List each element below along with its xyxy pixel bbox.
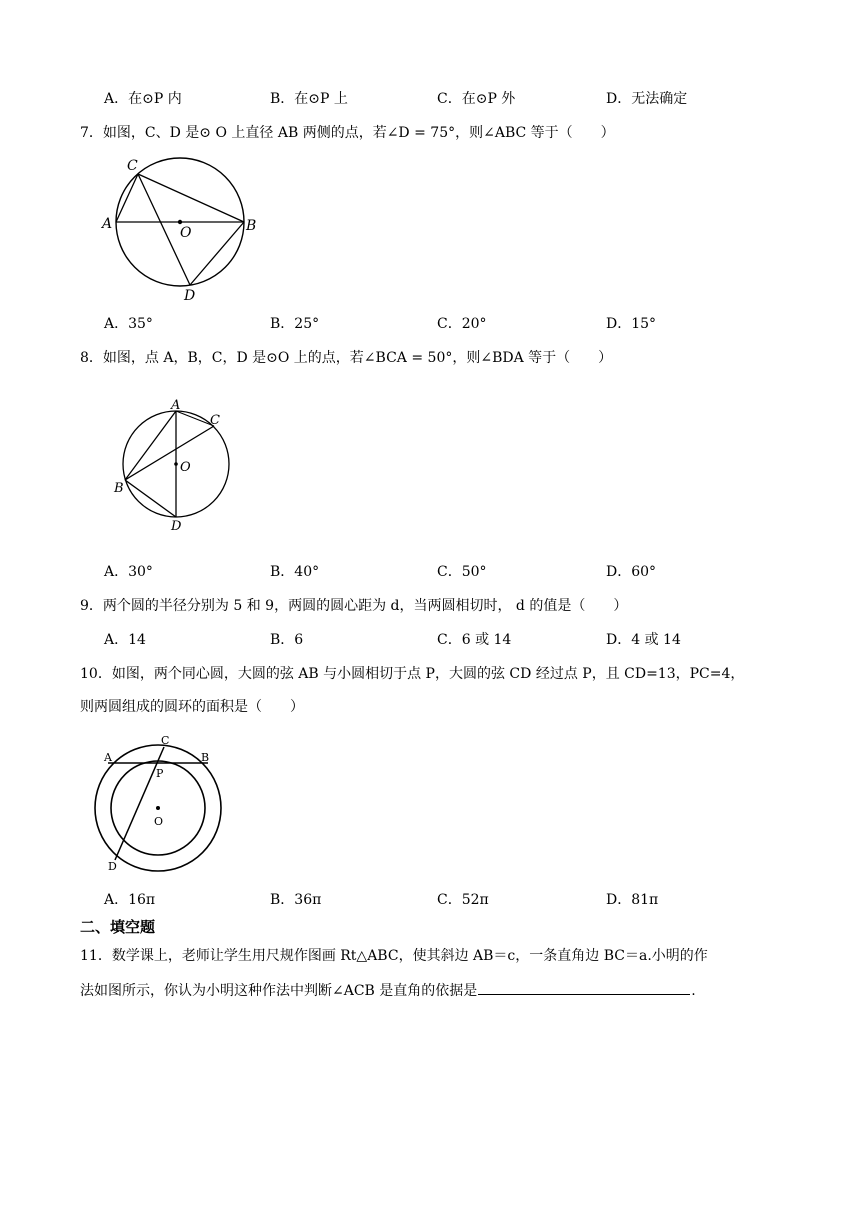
- q10-label-o: O: [154, 815, 164, 828]
- q6-option-b: B．在⊙P 上: [270, 91, 348, 107]
- q8-label-o: O: [180, 460, 191, 475]
- q8-label-a: A: [171, 398, 181, 413]
- q10-label-d: D: [108, 860, 117, 873]
- q6-option-c: C．在⊙P 外: [437, 91, 516, 107]
- q7-option-c: C．20°: [437, 316, 487, 332]
- q9-option-a: A．14: [104, 632, 146, 648]
- q8-label-b: B: [114, 481, 124, 496]
- q11-line2-end: .: [691, 983, 696, 999]
- q11-line2-text: 法如图所示，你认为小明这种作法中判断∠ACB 是直角的依据是: [80, 983, 478, 999]
- q7-label-b: B: [246, 218, 257, 234]
- q8-option-d: D．60°: [606, 564, 657, 580]
- section-title-fill-blank: 二、填空题: [80, 918, 156, 936]
- q7-option-a: A．35°: [104, 316, 153, 332]
- q10-stem-line1: 10．如图，两个同心圆，大圆的弦 AB 与小圆相切于点 P，大圆的弦 CD 经过点 P，且 CD=13，PC=4，: [80, 666, 745, 682]
- q10-option-c: C．52π: [437, 892, 489, 908]
- q10-figure: [92, 728, 232, 878]
- q7-label-a: A: [102, 216, 113, 232]
- q11-answer-blank[interactable]: [478, 980, 690, 995]
- q7-option-b: B．25°: [270, 316, 320, 332]
- q6-option-a: A．在⊙P 内: [104, 91, 182, 107]
- q8-option-c: C．50°: [437, 564, 487, 580]
- q7-label-d: D: [184, 288, 196, 304]
- q9-option-b: B．6: [270, 632, 304, 648]
- q8-figure: [108, 396, 248, 536]
- q9-stem: 9．两个圆的半径分别为 5 和 9，两圆的圆心距为 d，当两圆相切时， d 的值是（ ）: [80, 598, 628, 614]
- q7-label-o: O: [180, 225, 192, 241]
- q10-label-p: P: [156, 767, 164, 780]
- q7-label-c: C: [127, 158, 138, 174]
- q7-option-d: D．15°: [606, 316, 657, 332]
- q9-option-c: C．6 或 14: [437, 632, 512, 648]
- q6-option-d: D．无法确定: [606, 91, 688, 107]
- q8-label-d: D: [171, 519, 182, 534]
- q9-option-d: D．4 或 14: [606, 632, 681, 648]
- q10-stem-line2: 则两圆组成的圆环的面积是（ ）: [80, 699, 304, 715]
- q11-line2: [80, 980, 696, 1001]
- q10-option-d: D．81π: [606, 892, 659, 908]
- q8-option-a: A．30°: [104, 564, 153, 580]
- q7-stem: 7．如图，C、D 是⊙ O 上直径 AB 两侧的点，若∠D = 75°，则∠ABC 等于（ ）: [80, 125, 615, 141]
- q10-label-b: B: [201, 751, 210, 764]
- q10-label-c: C: [161, 734, 170, 747]
- q8-label-c: C: [210, 413, 220, 428]
- q8-stem: 8．如图，点 A，B，C，D 是⊙O 上的点，若∠BCA = 50°，则∠BDA 等于（ ）: [80, 350, 613, 366]
- q10-option-b: B．36π: [270, 892, 322, 908]
- q10-label-a: A: [104, 751, 112, 764]
- q11-line1: 11．数学课上，老师让学生用尺规作图画 Rt△ABC，使其斜边 AB＝c，一条直角边 BC＝a.小明的作: [80, 948, 708, 964]
- q7-figure: [96, 150, 266, 310]
- q8-option-b: B．40°: [270, 564, 320, 580]
- q10-option-a: A．16π: [104, 892, 156, 908]
